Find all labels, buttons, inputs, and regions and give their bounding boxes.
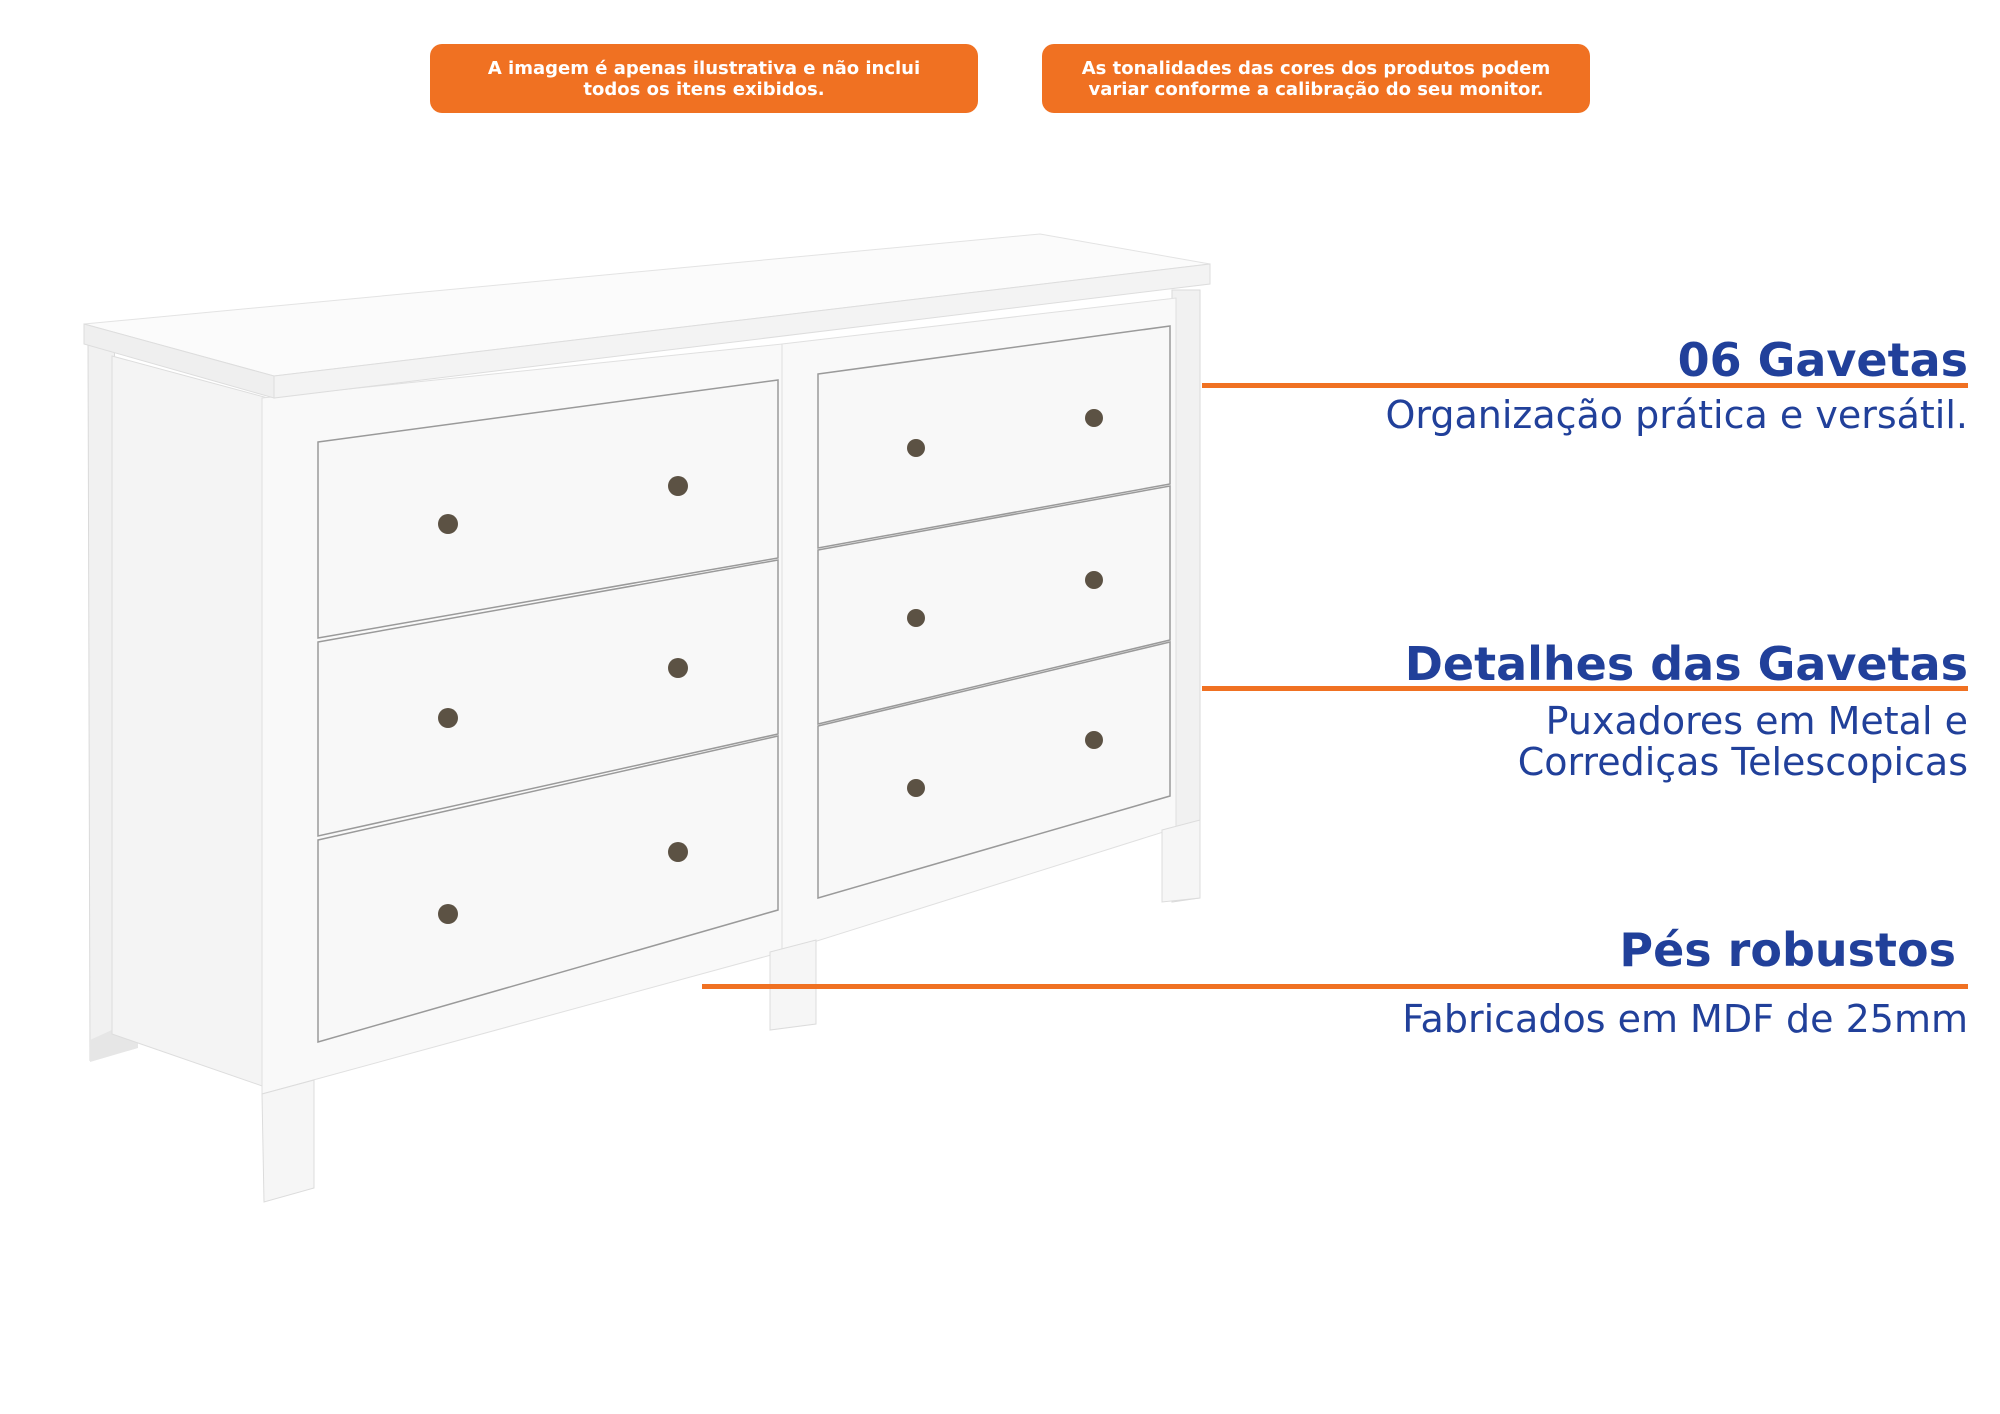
drawer-left-1-knob-a[interactable]	[438, 514, 458, 534]
drawer-left-3-knob-a[interactable]	[438, 904, 458, 924]
notice-color-line-2: variar conforme a calibração do seu monitor.	[1088, 78, 1544, 100]
drawer-right-2-knob-b[interactable]	[1085, 571, 1103, 589]
drawer-right-3-knob-a[interactable]	[907, 779, 925, 797]
feature-drawer-details-title: Detalhes das Gavetas	[1404, 637, 1968, 691]
drawer-left-2-knob-b[interactable]	[668, 658, 688, 678]
feature-drawer-details-description-line-1: Puxadores em Metal e	[1545, 699, 1968, 743]
drawer-right-1-knob-a[interactable]	[907, 439, 925, 457]
feature-legs-description: Fabricados em MDF de 25mm	[1402, 997, 1968, 1041]
front-right-leg	[1162, 820, 1200, 902]
feature-drawers-description: Organização prática e versátil.	[1385, 393, 1968, 437]
drawer-left-3-knob-b[interactable]	[668, 842, 688, 862]
notice-illustrative-line-1: A imagem é apenas ilustrativa e não inclui	[487, 57, 921, 79]
feature-legs-title: Pés robustos	[1619, 923, 1956, 977]
feature-drawers-title: 06 Gavetas	[1677, 333, 1968, 387]
drawer-right-1-knob-b[interactable]	[1085, 409, 1103, 427]
notice-color-line-1: As tonalidades das cores dos produtos podem	[1081, 57, 1551, 79]
drawer-left-2-knob-a[interactable]	[438, 708, 458, 728]
feature-drawers	[1385, 333, 1968, 436]
feature-drawer-details-description-line-2: Corrediças Telescopicas	[1517, 740, 1968, 784]
notice-illustrative-line-2: todos os itens exibidos.	[583, 78, 825, 100]
drawer-right-3-knob-b[interactable]	[1085, 731, 1103, 749]
dresser-left-side	[112, 356, 268, 1088]
feature-legs	[1402, 923, 1968, 1040]
front-left-leg	[262, 1080, 314, 1202]
drawer-left-1-knob-b[interactable]	[668, 476, 688, 496]
feature-drawer-details	[1405, 637, 1968, 783]
drawer-right-2-knob-a[interactable]	[907, 609, 925, 627]
